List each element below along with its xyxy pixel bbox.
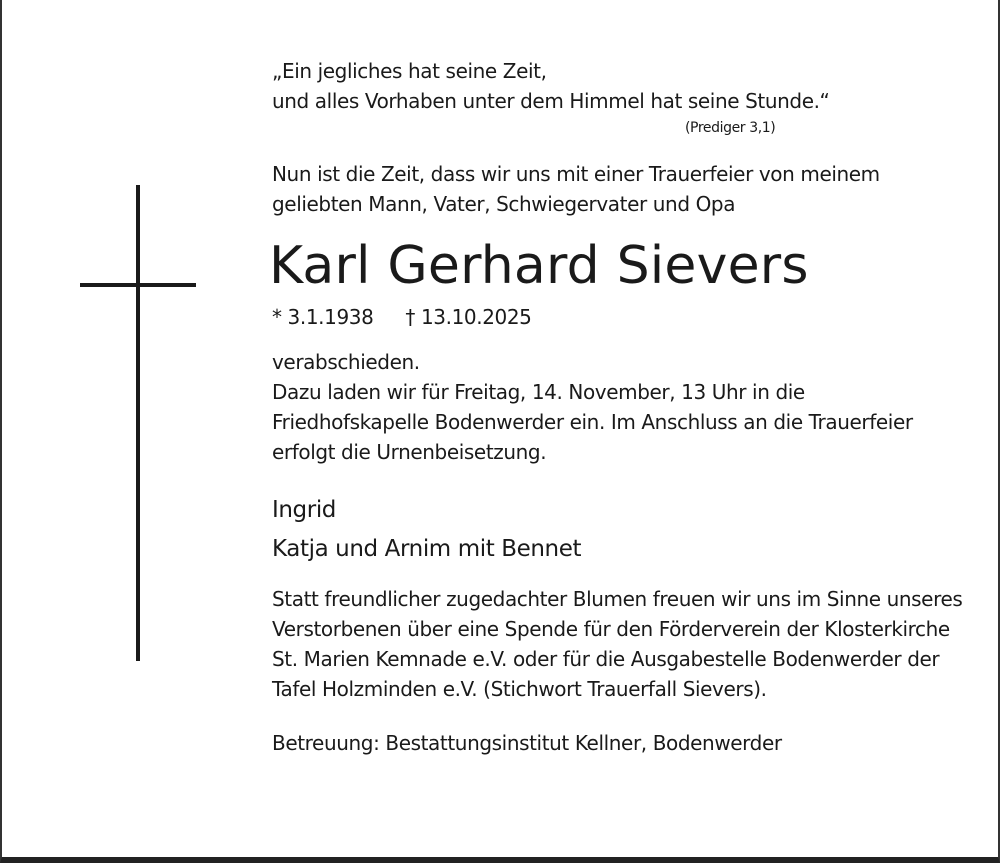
mourners xyxy=(272,491,972,569)
ceremony-line: verabschieden. xyxy=(272,350,420,374)
obituary-content xyxy=(269,56,972,758)
mourner-line: Ingrid xyxy=(272,497,337,523)
intro-line: geliebten Mann, Vater, Schwiegervater und Opa xyxy=(272,192,736,216)
ceremony-text xyxy=(272,347,972,467)
ceremony-line: erfolgt die Urnenbeisetzung. xyxy=(272,440,547,464)
ceremony-line: Friedhofskapelle Bodenwerder ein. Im Anschluss an die Trauerfeier xyxy=(272,410,913,434)
death-date: † 13.10.2025 xyxy=(405,305,532,329)
cross-horizontal-bar xyxy=(80,283,196,287)
life-dates xyxy=(272,302,972,332)
cross-vertical-bar xyxy=(136,185,140,661)
ceremony-line: Dazu laden wir für Freitag, 14. November, 13 Uhr in die xyxy=(272,380,805,404)
funeral-home-note: Betreuung: Bestattungsinstitut Kellner, Bodenwerder xyxy=(272,731,782,755)
quote-line: „Ein jegliches hat seine Zeit, xyxy=(272,59,547,83)
donation-line: Statt freundlicher zugedachter Blumen freuen wir uns im Sinne unseres xyxy=(272,587,963,611)
intro-text xyxy=(272,159,972,219)
donation-line: St. Marien Kemnade e.V. oder für die Ausgabestelle Bodenwerder der xyxy=(272,647,940,671)
deceased-name: Karl Gerhard Sievers xyxy=(269,236,809,296)
mourner-line: Katja und Arnim mit Bennet xyxy=(272,536,582,562)
quote-line: und alles Vorhaben unter dem Himmel hat seine Stunde.“ xyxy=(272,89,830,113)
donation-text xyxy=(272,584,972,704)
quote-source: (Prediger 3,1) xyxy=(685,120,776,136)
donation-line: Tafel Holzminden e.V. (Stichwort Trauerfall Sievers). xyxy=(272,677,767,701)
donation-line: Verstorbenen über eine Spende für den Förderverein der Klosterkirche xyxy=(272,617,950,641)
birth-date: * 3.1.1938 xyxy=(272,305,374,329)
bible-quote xyxy=(272,56,972,138)
intro-line: Nun ist die Zeit, dass wir uns mit einer Trauerfeier von meinem xyxy=(272,162,880,186)
